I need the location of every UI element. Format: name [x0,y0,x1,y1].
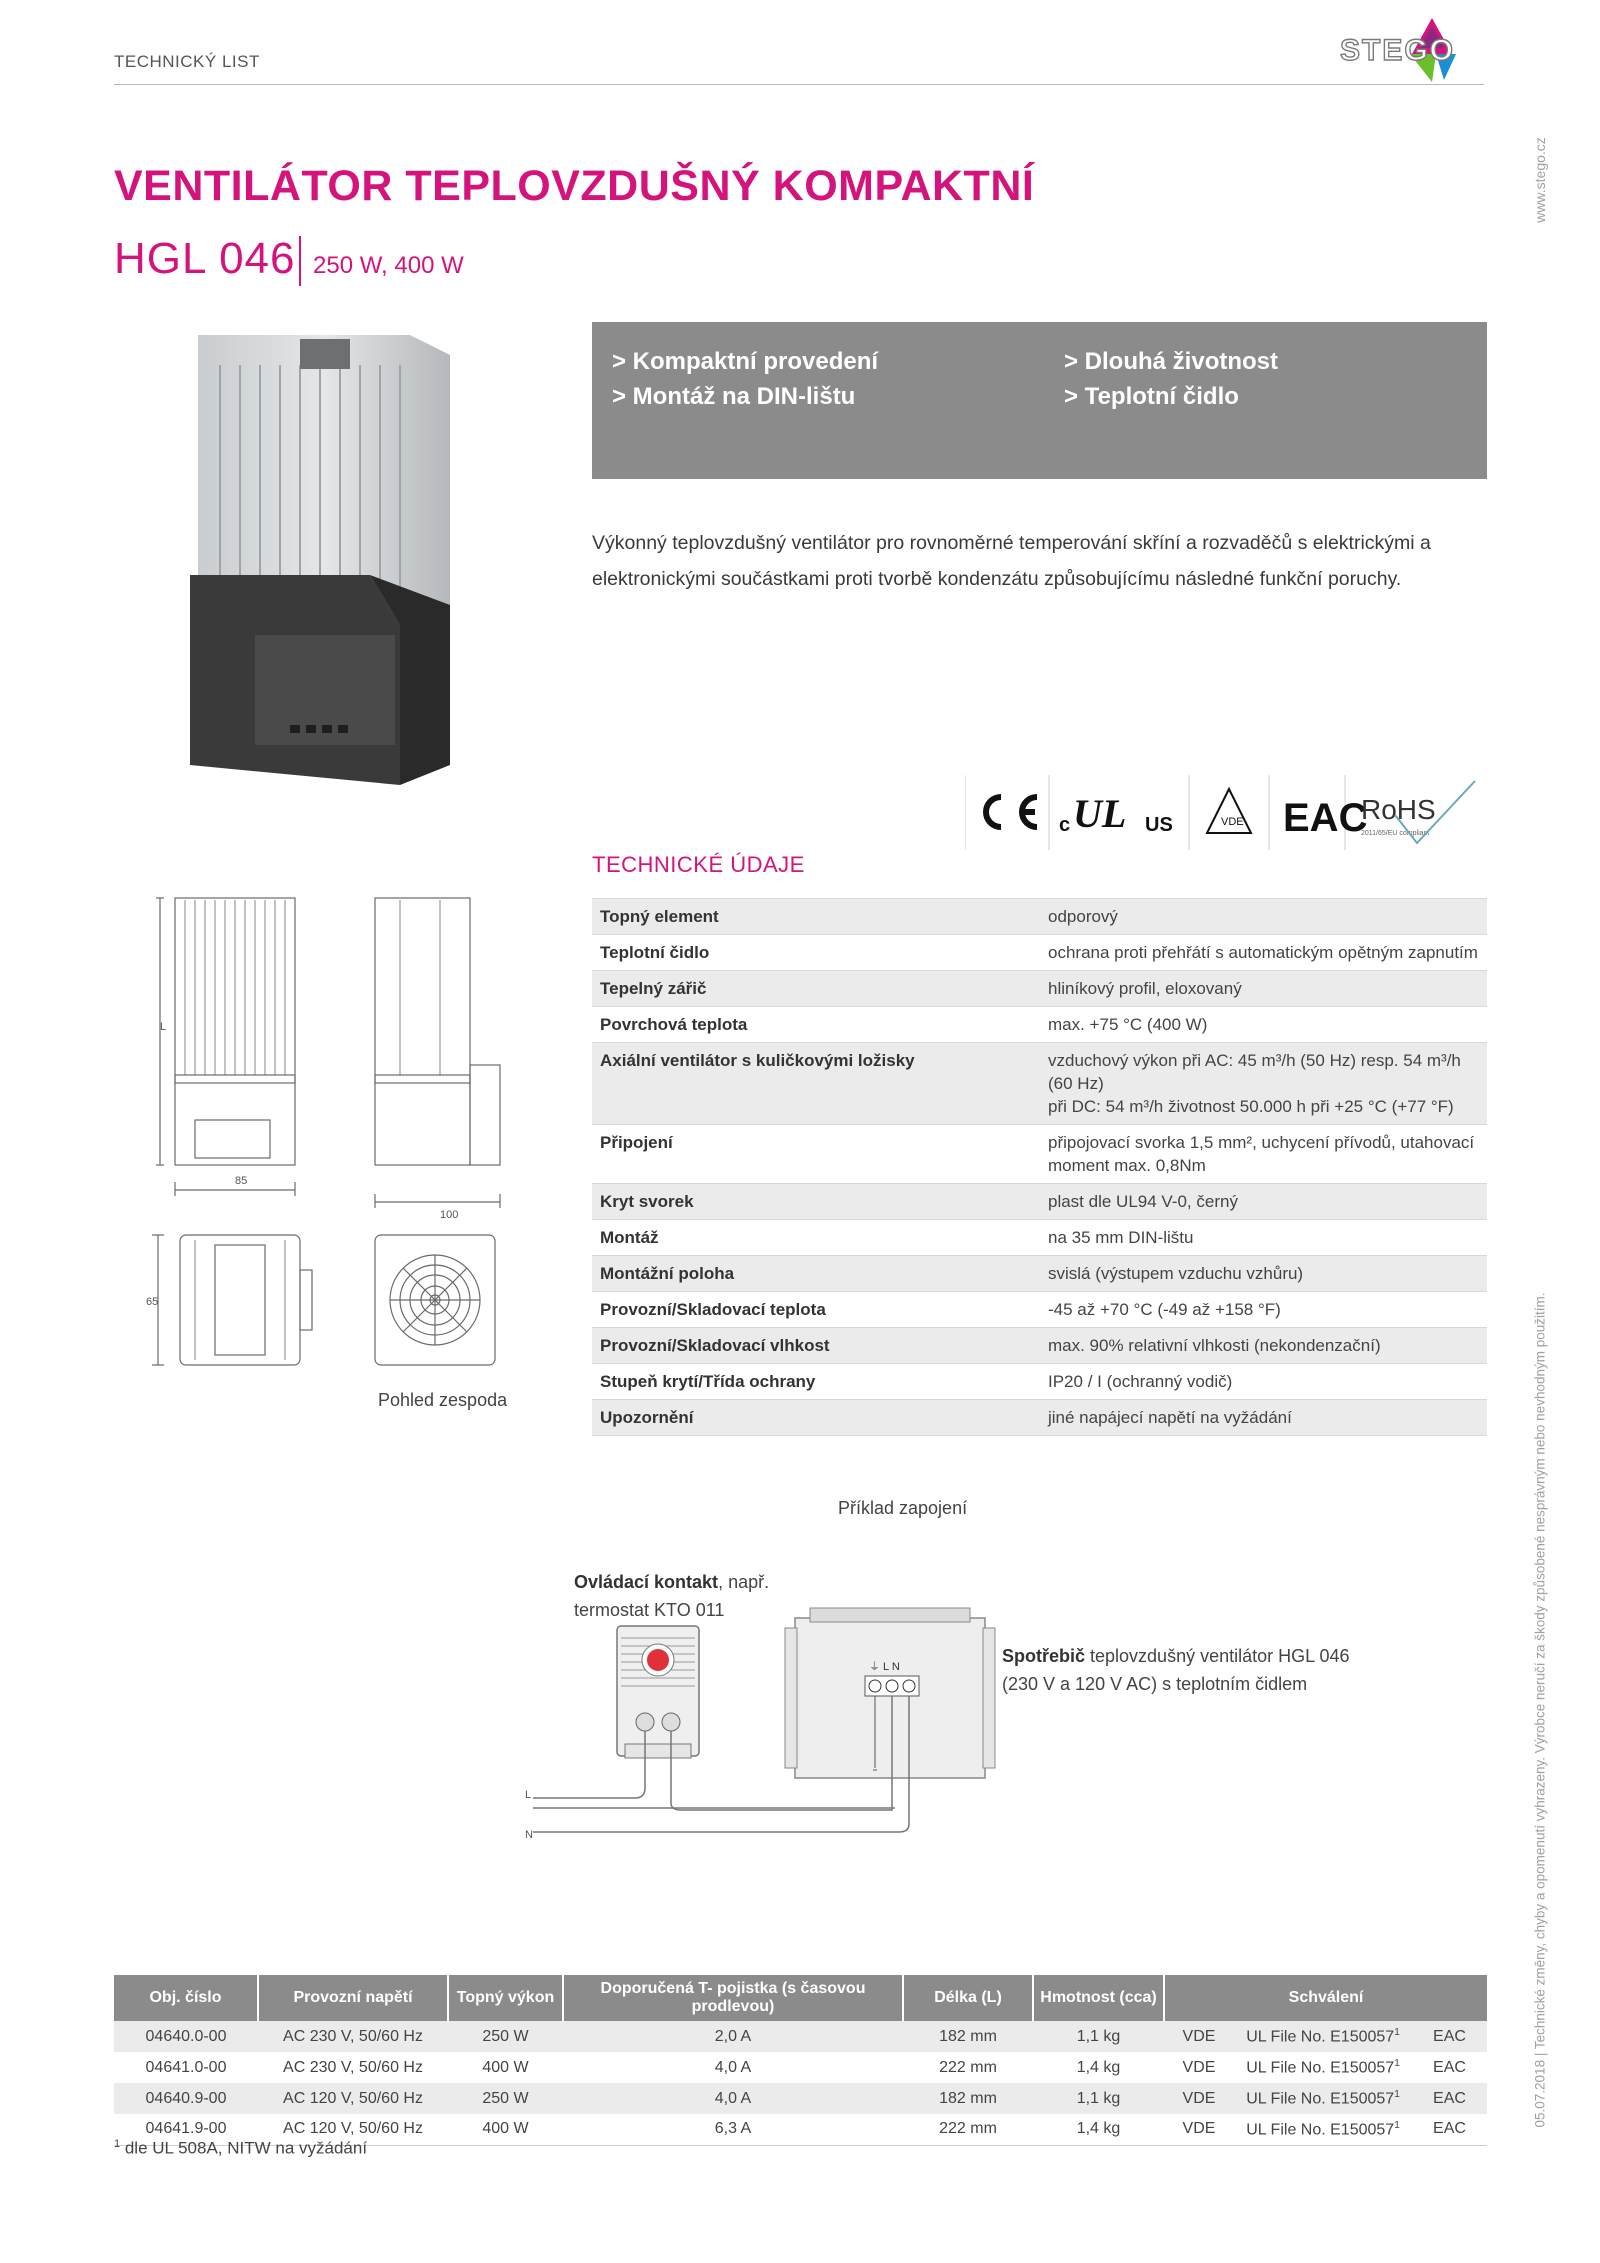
order-cell: 250 W [448,2021,563,2052]
spec-row [592,1007,1487,1043]
spec-key: Topný element [600,907,719,926]
svg-text:c: c [1059,814,1071,836]
wiring-title: Příklad zapojení [838,1498,968,1518]
spec-value: hliníkový profil, eloxovaný [1048,979,1242,998]
spec-row [592,1256,1487,1292]
spec-key: Kryt svorek [600,1192,694,1211]
control-contact-line2: termostat KTO 011 [574,1600,725,1620]
spec-row [592,1364,1487,1400]
spec-table [592,898,1487,1436]
spec-value: max. +75 °C (400 W) [1048,1015,1208,1034]
order-cell: 04641.0-00 [145,2058,227,2076]
thermostat-icon [617,1626,699,1758]
order-row [114,2083,1487,2114]
col-header: Provozní napětí [258,1975,448,2021]
order-cell: EAC [1412,2083,1487,2114]
order-cell: 1,1 kg [1033,2083,1164,2114]
product-model: HGL 046 [114,234,296,283]
spec-row [592,1184,1487,1220]
product-title: VENTILÁTOR TEPLOVZDUŠNÝ KOMPAKTNÍ [114,162,1035,210]
order-cell: 250 W [448,2083,563,2114]
feature-right-2: > Teplotní čidlo [1064,383,1239,410]
order-cell: EAC [1412,2021,1487,2052]
order-cell: VDE [1182,2058,1216,2076]
spec-key: Upozornění [600,1408,694,1427]
spec-row [592,971,1487,1007]
heater-icon [785,1608,995,1778]
col-header: Hmotnost (cca) [1033,1975,1164,2021]
order-cell: AC 120 V, 50/60 Hz [258,2114,448,2145]
svg-text:⏚ L N: ⏚ L N [869,1661,900,1673]
order-cell: VDE [1164,2114,1234,2145]
order-cell: UL File No. E150057$^1$ [1234,2021,1412,2052]
feature-left-1: > Kompaktní provedení [612,348,879,375]
spec-row [592,899,1487,935]
spec-value [1040,1043,1487,1125]
spec-row [592,1125,1487,1184]
spec-row [592,1328,1487,1364]
col-header: Schválení [1164,1975,1487,2021]
side-disclaimer-text: 05.07.2018 | Technické změny, chyby a opomenutí vyhrazeny. Výrobce neručí za škody způsobené nesprávným nebo nevhodným použitím. [1532,1292,1548,2128]
svg-text:2011/65/EU compliant: 2011/65/EU compliant [1361,830,1430,837]
svg-text:L: L [160,1021,167,1033]
spec-value: svislá (výstupem vzduchu vzhůru) [1048,1264,1304,1283]
spec-value: -45 až +70 °C (-49 až +158 °F) [1048,1300,1281,1319]
spec-value-line: vzduchový výkon při AC: 45 m³/h (50 Hz) resp. 54 m³/h (60 Hz) [1048,1051,1461,1093]
model-separator [299,236,301,286]
spec-value-line: připojovací svorka 1,5 mm², uchycení přívodů, utahovací [1048,1133,1475,1152]
order-cell: AC 230 V, 50/60 Hz [283,2058,423,2076]
order-row [114,2021,1487,2052]
spec-value: odporový [1048,907,1118,926]
order-cell: 4,0 A [714,2058,752,2076]
ul-mark-icon [1059,791,1173,836]
order-cell: EAC [1433,2058,1466,2076]
order-cell: 04641.9-00 [114,2114,258,2145]
spec-value: jiné napájecí napětí na vyžádání [1048,1408,1292,1427]
order-cell: EAC [1412,2114,1487,2145]
product-power: 250 W, 400 W [313,252,464,279]
order-cell: 1,4 kg [1033,2114,1164,2145]
vde-mark-icon [1207,789,1251,833]
bottom-view-label: Pohled zespoda [378,1390,508,1410]
dimension-drawings [140,890,560,1405]
spec-key: Tepelný zářič [600,979,707,998]
rohs-mark-icon [1361,781,1475,843]
eac-mark-icon: EAC [1283,796,1368,840]
control-contact-bold: Ovládací kontakt [574,1572,719,1592]
spec-key: Teplotní čidlo [600,943,710,962]
consumer-bold: Spotřebič [1002,1646,1086,1666]
product-photo [160,325,460,815]
col-header: Délka (L) [903,1975,1033,2021]
spec-key: Provozní/Skladovací vlhkost [600,1336,830,1355]
spec-value: max. 90% relativní vlhkosti (nekondenzační) [1048,1336,1381,1355]
order-cell: 182 mm [903,2021,1033,2052]
feature-box [592,322,1487,479]
tech-data-heading: TECHNICKÉ ÚDAJE [592,852,805,877]
control-contact-rest: , např. [718,1572,770,1592]
svg-text:VDE: VDE [1221,816,1244,828]
feature-left-2: > Montáž na DIN-lištu [612,383,856,410]
svg-text:N: N [525,1829,533,1841]
spec-row [592,935,1487,971]
order-cell: AC 120 V, 50/60 Hz [258,2083,448,2114]
spec-key: Montáž [600,1228,659,1247]
consumer-rest: teplovzdušný ventilátor HGL 046 [1085,1646,1350,1666]
spec-row [592,1400,1487,1436]
svg-text:L: L [525,1789,532,1801]
svg-text:UL: UL [1073,791,1127,836]
order-cell: 222 mm [939,2058,997,2076]
spec-value: plast dle UL94 V-0, černý [1048,1192,1238,1211]
certification-logos [965,775,1487,850]
spec-key: Připojení [600,1133,673,1152]
order-cell: 182 mm [903,2083,1033,2114]
order-cell: UL File No. E150057$^1$ [1246,2057,1400,2077]
spec-value: na 35 mm DIN-lištu [1048,1228,1194,1247]
spec-value-line: při DC: 54 m³/h životnost 50.000 h při +25 °C (+77 °F) [1048,1097,1454,1116]
order-row [114,2052,1487,2083]
footnote: $^1$ dle UL 508A, NITW na vyžádání [114,2138,368,2158]
order-cell: 6,3 A [563,2114,903,2145]
order-cell: UL File No. E150057$^1$ [1234,2083,1412,2114]
order-cell: 222 mm [903,2114,1033,2145]
spec-row [592,1043,1487,1125]
spec-key: Stupeň krytí/Třída ochrany [600,1372,816,1391]
svg-text:85: 85 [235,1175,248,1187]
spec-row [592,1220,1487,1256]
spec-value: IP20 / I (ochranný vodič) [1048,1372,1233,1391]
feature-right-1: > Dlouhá životnost [1064,348,1279,375]
order-cell: 1,1 kg [1033,2021,1164,2052]
order-cell: 1,4 kg [1076,2058,1121,2076]
side-website-text: www.stego.cz [1532,137,1548,223]
spec-value-line: moment max. 0,8Nm [1048,1156,1206,1175]
spec-key: Provozní/Skladovací teplota [600,1300,826,1319]
spec-value: ochrana proti přehřátí s automatickým opětným zapnutím [1048,943,1478,962]
order-cell: VDE [1164,2021,1234,2052]
spec-key: Povrchová teplota [600,1015,748,1034]
svg-text:RoHS: RoHS [1361,794,1436,825]
order-cell: 2,0 A [563,2021,903,2052]
order-cell: 400 W [482,2058,529,2076]
spec-key: Montážní poloha [600,1264,735,1283]
spec-row [592,1292,1487,1328]
col-header: Obj. číslo [114,1975,258,2021]
stego-logo [1340,16,1490,82]
order-cell: 04640.0-00 [114,2021,258,2052]
side-website [1530,130,1550,230]
consumer-label [1002,1642,1350,1698]
order-cell: 4,0 A [563,2083,903,2114]
svg-text:US: US [1145,814,1173,836]
col-header: Doporučená T- pojistka (s časovou prodlevou) [563,1975,903,2021]
order-table [114,1975,1487,2146]
order-cell: AC 230 V, 50/60 Hz [258,2021,448,2052]
order-cell: 400 W [448,2114,563,2145]
side-disclaimer [1530,1285,1550,2135]
wiring-diagram [525,1598,1005,1873]
product-description: Výkonný teplovzdušný ventilátor pro rovnoměrné temperování skříní a rozvaděčů s elektrickými a elektronickými součástkami proti tvorbě kondenzátu způsobujícímu následné funkční poruchy. [592,532,1431,590]
order-cell: UL File No. E150057$^1$ [1234,2114,1412,2145]
svg-text:65: 65 [146,1296,159,1308]
spec-value [1040,1125,1487,1184]
spec-key: Axiální ventilátor s kuličkovými ložisky [600,1051,915,1070]
svg-text:STEGO: STEGO [1340,34,1456,67]
order-cell: VDE [1164,2083,1234,2114]
col-header: Topný výkon [448,1975,563,2021]
consumer-line2: (230 V a 120 V AC) s teplotním čidlem [1002,1674,1308,1694]
svg-text:100: 100 [440,1209,459,1221]
header-divider [114,84,1484,85]
order-cell: 04640.9-00 [114,2083,258,2114]
ce-mark-icon [986,797,1037,827]
document-type-label: TECHNICKÝ LIST [114,52,260,71]
